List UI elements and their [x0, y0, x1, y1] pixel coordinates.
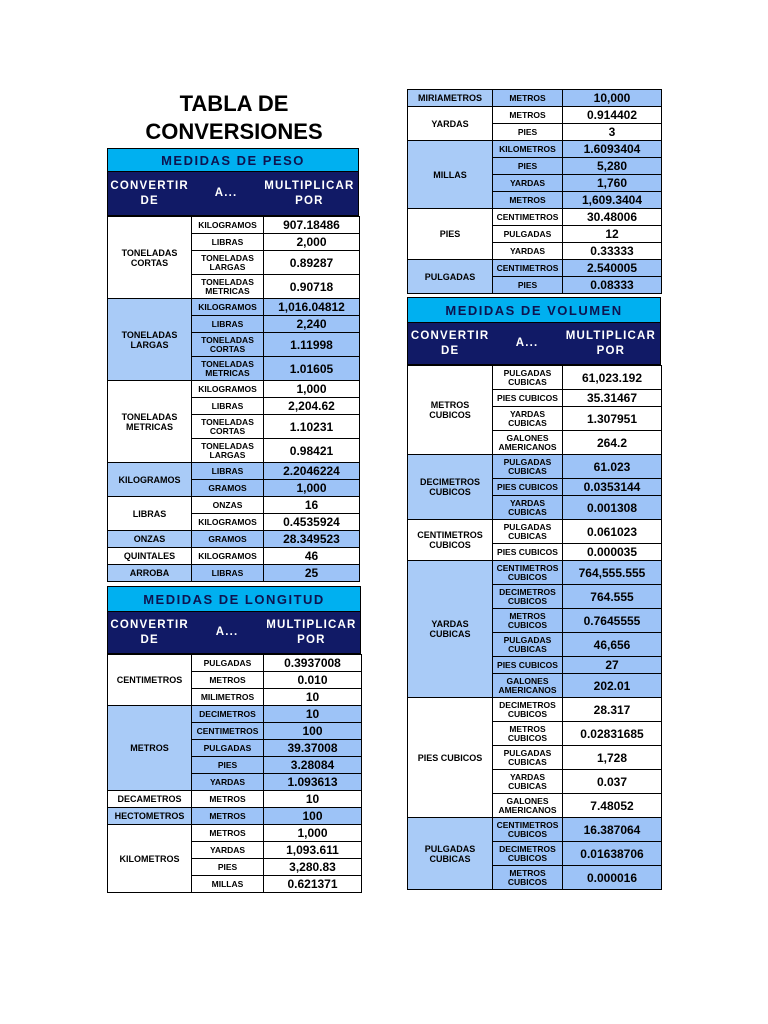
from-unit-cell: ONZAS — [108, 531, 192, 548]
factor-cell: 39.37008 — [264, 740, 362, 757]
to-unit-cell: CENTIMETROS — [493, 209, 563, 226]
factor-cell: 2.2046224 — [264, 463, 360, 480]
table-row — [108, 808, 362, 825]
factor-cell: 0.90718 — [264, 275, 360, 299]
to-unit-cell: PIES — [493, 158, 563, 175]
factor-cell: 1,728 — [563, 746, 662, 770]
factor-cell: 0.98421 — [264, 439, 360, 463]
header-multiplicar: MULTIPLICAR POR — [264, 179, 355, 207]
table-row — [408, 520, 662, 544]
to-unit-cell: PIES — [493, 124, 563, 141]
table-row — [108, 791, 362, 808]
table-row — [108, 548, 360, 565]
to-unit-cell: PULGADAS — [493, 226, 563, 243]
to-unit-cell: PULGADAS CUBICAS — [493, 366, 563, 390]
factor-cell: 2,000 — [264, 234, 360, 251]
longitud-continued-section — [407, 89, 662, 294]
table-row — [108, 497, 360, 514]
from-unit-cell: HECTOMETROS — [108, 808, 192, 825]
from-unit-cell: CENTIMETROS CUBICOS — [408, 520, 493, 561]
from-unit-cell: LIBRAS — [108, 497, 192, 531]
to-unit-cell: YARDAS — [493, 243, 563, 260]
factor-cell: 1.11998 — [264, 333, 360, 357]
from-unit-cell: YARDAS — [408, 107, 493, 141]
volumen-table — [407, 365, 662, 890]
table-row — [408, 366, 662, 390]
to-unit-cell: YARDAS CUBICAS — [493, 407, 563, 431]
to-unit-cell: METROS CUBICOS — [493, 609, 563, 633]
table-row — [108, 299, 360, 316]
factor-cell: 764.555 — [563, 585, 662, 609]
to-unit-cell: MILIMETROS — [192, 689, 264, 706]
factor-cell: 1,000 — [264, 381, 360, 398]
to-unit-cell: CENTIMETROS CUBICOS — [493, 561, 563, 585]
to-unit-cell: METROS — [493, 107, 563, 124]
factor-cell: 0.0353144 — [563, 479, 662, 496]
to-unit-cell: PIES CUBICOS — [493, 479, 563, 496]
to-unit-cell: KILOMETROS — [493, 141, 563, 158]
factor-cell: 0.02831685 — [563, 722, 662, 746]
peso-header — [107, 172, 359, 216]
to-unit-cell: TONELADAS LARGAS — [192, 251, 264, 275]
factor-cell: 0.001308 — [563, 496, 662, 520]
factor-cell: 10,000 — [563, 90, 662, 107]
factor-cell: 61.023 — [563, 455, 662, 479]
to-unit-cell: CENTIMETROS CUBICOS — [493, 818, 563, 842]
to-unit-cell: MILLAS — [192, 876, 264, 893]
to-unit-cell: PIES CUBICOS — [493, 390, 563, 407]
from-unit-cell: TONELADAS CORTAS — [108, 217, 192, 299]
factor-cell: 27 — [563, 657, 662, 674]
table-row — [408, 455, 662, 479]
factor-cell: 3 — [563, 124, 662, 141]
factor-cell: 100 — [264, 808, 362, 825]
to-unit-cell: LIBRAS — [192, 463, 264, 480]
to-unit-cell: GRAMOS — [192, 531, 264, 548]
from-unit-cell: DECIMETROS CUBICOS — [408, 455, 493, 520]
to-unit-cell: METROS — [493, 192, 563, 209]
from-unit-cell: TONELADAS LARGAS — [108, 299, 192, 381]
to-unit-cell: PULGADAS CUBICAS — [493, 455, 563, 479]
factor-cell: 25 — [264, 565, 360, 582]
factor-cell: 907.18486 — [264, 217, 360, 234]
table-row — [108, 531, 360, 548]
from-unit-cell: MILLAS — [408, 141, 493, 209]
factor-cell: 1.093613 — [264, 774, 362, 791]
factor-cell: 0.7645555 — [563, 609, 662, 633]
factor-cell: 12 — [563, 226, 662, 243]
peso-table — [107, 216, 360, 582]
factor-cell: 202.01 — [563, 674, 662, 698]
to-unit-cell: TONELADAS METRICAS — [192, 357, 264, 381]
factor-cell: 10 — [264, 706, 362, 723]
factor-cell: 3,280.83 — [264, 859, 362, 876]
to-unit-cell: PULGADAS CUBICAS — [493, 520, 563, 544]
factor-cell: 3.28084 — [264, 757, 362, 774]
from-unit-cell: TONELADAS METRICAS — [108, 381, 192, 463]
factor-cell: 1,016.04812 — [264, 299, 360, 316]
volumen-section — [407, 297, 662, 890]
to-unit-cell: DECIMETROS CUBICOS — [493, 842, 563, 866]
factor-cell: 46 — [264, 548, 360, 565]
to-unit-cell: DECIMETROS — [192, 706, 264, 723]
factor-cell: 0.621371 — [264, 876, 362, 893]
factor-cell: 1,609.3404 — [563, 192, 662, 209]
to-unit-cell: METROS — [192, 791, 264, 808]
factor-cell: 264.2 — [563, 431, 662, 455]
to-unit-cell: LIBRAS — [192, 398, 264, 415]
factor-cell: 1,093.611 — [264, 842, 362, 859]
to-unit-cell: KILOGRAMOS — [192, 514, 264, 531]
to-unit-cell: GALONES AMERICANOS — [493, 674, 563, 698]
factor-cell: 0.000035 — [563, 544, 662, 561]
title-line-1: TABLA DE — [179, 91, 289, 116]
factor-cell: 0.010 — [264, 672, 362, 689]
header-multiplicar: MULTIPLICAR POR — [565, 329, 657, 357]
table-row — [408, 209, 662, 226]
to-unit-cell: GALONES AMERICANOS — [493, 431, 563, 455]
to-unit-cell: GRAMOS — [192, 480, 264, 497]
longitud-section — [107, 586, 362, 893]
from-unit-cell: YARDAS CUBICAS — [408, 561, 493, 698]
factor-cell: 0.33333 — [563, 243, 662, 260]
factor-cell: 16 — [264, 497, 360, 514]
to-unit-cell: METROS — [493, 90, 563, 107]
header-convertir: CONVERTIR DE — [410, 329, 490, 357]
factor-cell: 1.6093404 — [563, 141, 662, 158]
longitud-continued-table — [407, 89, 662, 294]
to-unit-cell: PIES — [192, 859, 264, 876]
from-unit-cell: PIES CUBICOS — [408, 698, 493, 818]
longitud-title: MEDIDAS DE LONGITUD — [107, 586, 361, 612]
to-unit-cell: LIBRAS — [192, 316, 264, 333]
to-unit-cell: PIES CUBICOS — [493, 657, 563, 674]
table-row — [408, 90, 662, 107]
factor-cell: 46,656 — [563, 633, 662, 657]
header-multiplicar: MULTIPLICAR POR — [266, 618, 357, 646]
factor-cell: 0.000016 — [563, 866, 662, 890]
factor-cell: 764,555.555 — [563, 561, 662, 585]
volumen-header — [407, 323, 661, 365]
to-unit-cell: METROS — [192, 672, 264, 689]
factor-cell: 35.31467 — [563, 390, 662, 407]
table-row — [108, 655, 362, 672]
to-unit-cell: METROS CUBICOS — [493, 866, 563, 890]
from-unit-cell: DECAMETROS — [108, 791, 192, 808]
to-unit-cell: PULGADAS CUBICAS — [493, 746, 563, 770]
header-a: A... — [515, 337, 539, 349]
header-convertir: CONVERTIR DE — [110, 179, 189, 207]
to-unit-cell: DECIMETROS CUBICOS — [493, 698, 563, 722]
header-a: A... — [215, 626, 239, 638]
table-row — [408, 818, 662, 842]
header-convertir: CONVERTIR DE — [110, 618, 189, 646]
to-unit-cell: PIES — [493, 277, 563, 294]
table-row — [408, 561, 662, 585]
table-row — [108, 463, 360, 480]
to-unit-cell: YARDAS CUBICAS — [493, 496, 563, 520]
to-unit-cell: METROS CUBICOS — [493, 722, 563, 746]
factor-cell: 0.08333 — [563, 277, 662, 294]
to-unit-cell: KILOGRAMOS — [192, 548, 264, 565]
factor-cell: 7.48052 — [563, 794, 662, 818]
factor-cell: 1.01605 — [264, 357, 360, 381]
from-unit-cell: PULGADAS CUBICAS — [408, 818, 493, 890]
table-row — [108, 565, 360, 582]
volumen-title: MEDIDAS DE VOLUMEN — [407, 297, 661, 323]
table-row — [408, 698, 662, 722]
to-unit-cell: PULGADAS — [192, 740, 264, 757]
to-unit-cell: YARDAS CUBICAS — [493, 770, 563, 794]
to-unit-cell: LIBRAS — [192, 234, 264, 251]
from-unit-cell: KILOMETROS — [108, 825, 192, 893]
to-unit-cell: TONELADAS METRICAS — [192, 275, 264, 299]
from-unit-cell: ARROBA — [108, 565, 192, 582]
factor-cell: 2,240 — [264, 316, 360, 333]
factor-cell: 1.307951 — [563, 407, 662, 431]
factor-cell: 28.349523 — [264, 531, 360, 548]
to-unit-cell: CENTIMETROS — [192, 723, 264, 740]
to-unit-cell: TONELADAS CORTAS — [192, 415, 264, 439]
to-unit-cell: METROS — [192, 825, 264, 842]
factor-cell: 1.10231 — [264, 415, 360, 439]
factor-cell: 1,000 — [264, 480, 360, 497]
peso-title: MEDIDAS DE PESO — [107, 148, 359, 172]
from-unit-cell: PULGADAS — [408, 260, 493, 294]
from-unit-cell: MIRIAMETROS — [408, 90, 493, 107]
header-a: A... — [214, 187, 238, 199]
factor-cell: 2,204.62 — [264, 398, 360, 415]
factor-cell: 28.317 — [563, 698, 662, 722]
factor-cell: 100 — [264, 723, 362, 740]
to-unit-cell: YARDAS — [493, 175, 563, 192]
factor-cell: 0.914402 — [563, 107, 662, 124]
factor-cell: 61,023.192 — [563, 366, 662, 390]
table-row — [408, 141, 662, 158]
table-row — [108, 706, 362, 723]
to-unit-cell: PIES — [192, 757, 264, 774]
factor-cell: 2.540005 — [563, 260, 662, 277]
peso-section — [107, 148, 360, 582]
to-unit-cell: ONZAS — [192, 497, 264, 514]
factor-cell: 5,280 — [563, 158, 662, 175]
table-row — [408, 107, 662, 124]
to-unit-cell: KILOGRAMOS — [192, 381, 264, 398]
table-row — [408, 260, 662, 277]
factor-cell: 0.89287 — [264, 251, 360, 275]
from-unit-cell: QUINTALES — [108, 548, 192, 565]
to-unit-cell: PULGADAS — [192, 655, 264, 672]
to-unit-cell: CENTIMETROS — [493, 260, 563, 277]
to-unit-cell: KILOGRAMOS — [192, 299, 264, 316]
factor-cell: 0.037 — [563, 770, 662, 794]
to-unit-cell: YARDAS — [192, 842, 264, 859]
factor-cell: 1,760 — [563, 175, 662, 192]
factor-cell: 10 — [264, 791, 362, 808]
from-unit-cell: METROS — [108, 706, 192, 791]
table-row — [108, 217, 360, 234]
to-unit-cell: TONELADAS CORTAS — [192, 333, 264, 357]
table-row — [108, 825, 362, 842]
factor-cell: 0.01638706 — [563, 842, 662, 866]
to-unit-cell: PIES CUBICOS — [493, 544, 563, 561]
to-unit-cell: KILOGRAMOS — [192, 217, 264, 234]
from-unit-cell: CENTIMETROS — [108, 655, 192, 706]
to-unit-cell: TONELADAS LARGAS — [192, 439, 264, 463]
to-unit-cell: YARDAS — [192, 774, 264, 791]
page-title — [108, 90, 360, 146]
factor-cell: 0.061023 — [563, 520, 662, 544]
from-unit-cell: METROS CUBICOS — [408, 366, 493, 455]
factor-cell: 16.387064 — [563, 818, 662, 842]
to-unit-cell: GALONES AMERICANOS — [493, 794, 563, 818]
title-line-2: CONVERSIONES — [145, 119, 323, 144]
factor-cell: 1,000 — [264, 825, 362, 842]
to-unit-cell: METROS — [192, 808, 264, 825]
from-unit-cell: KILOGRAMOS — [108, 463, 192, 497]
factor-cell: 0.3937008 — [264, 655, 362, 672]
longitud-table — [107, 654, 362, 893]
to-unit-cell: PULGADAS CUBICAS — [493, 633, 563, 657]
table-row — [108, 381, 360, 398]
factor-cell: 0.4535924 — [264, 514, 360, 531]
from-unit-cell: PIES — [408, 209, 493, 260]
factor-cell: 30.48006 — [563, 209, 662, 226]
longitud-header — [107, 612, 361, 654]
factor-cell: 10 — [264, 689, 362, 706]
to-unit-cell: LIBRAS — [192, 565, 264, 582]
to-unit-cell: DECIMETROS CUBICOS — [493, 585, 563, 609]
